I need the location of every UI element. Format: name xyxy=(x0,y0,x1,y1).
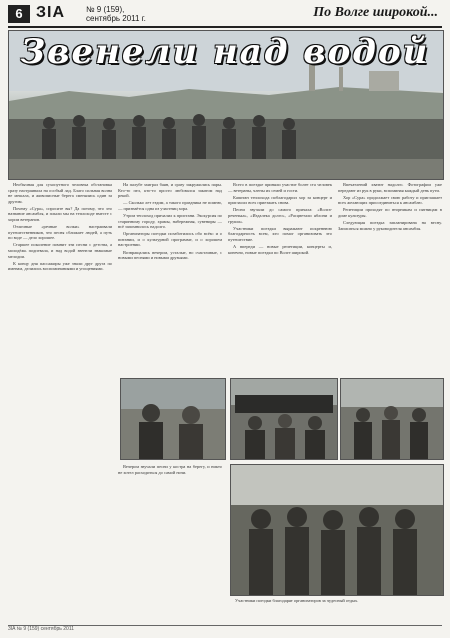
article-paragraph: Возвращались вечером, усталые, но счастливые, с новыми песнями и новыми друзьями. xyxy=(118,249,222,261)
article-paragraph: Впечатлений хватит надолго. Фотографии уже передают из рук в руки, вспоминая каждый день пути. xyxy=(338,182,442,193)
article-headline: Звенели над водой xyxy=(20,32,430,72)
section-title: По Волге широкой... xyxy=(313,5,438,20)
article-paragraph: А впереди — новые репетиции, концерты и, конечно, новые поездки по Волге широкой. xyxy=(228,243,332,255)
photo-choir-scene xyxy=(231,465,443,595)
photo-passengers xyxy=(120,378,226,460)
article-paragraph: Отличные «речные волки» настраивали путешественников, что песня сближает людей, а путь по воде — дело хорошее. xyxy=(8,224,112,241)
article-paragraph: Хор «Сура» продолжает свою работу и приглашает всех желающих присоединиться к ансамблю. xyxy=(338,194,442,206)
photo-musicians-scene xyxy=(231,379,337,459)
article-paragraph: Организаторы поездки позаботились обо всём: и о питании, и о культурной программе, и о хорошем настроении. xyxy=(118,231,222,248)
photo-choir xyxy=(230,464,444,596)
issue-number: № 9 (159), xyxy=(86,5,125,14)
photo-group-scene xyxy=(341,379,443,459)
article-column-4 xyxy=(338,182,442,372)
article-paragraph: Репетиции проходят по вторникам и пятницам в доме культуры. xyxy=(338,207,442,218)
article-paragraph: Следующая поездка запланирована на весну. Записаться можно у руководителя ансамбля. xyxy=(338,220,442,231)
photo-caption-mid xyxy=(118,464,222,626)
photo-caption-right xyxy=(230,598,442,626)
photo-musicians xyxy=(230,378,338,460)
article-paragraph: Почему «Сура», спросите вы? Да потому, что это название ансамбля, и плыли мы на теплоходе вместе с хором ветеранов. xyxy=(8,205,112,223)
article-column-3 xyxy=(228,182,332,372)
article-column-2 xyxy=(118,182,222,372)
photo-group xyxy=(340,378,444,460)
article-paragraph: — Сколько лет ездим, а такого праздника не помню, — признаётся одна из участниц хора. xyxy=(118,200,222,211)
issue-date: сентябрь 2011 г. xyxy=(86,14,146,23)
page-footer: 3IA № 9 (159) сентябрь 2011 xyxy=(8,625,442,634)
article-paragraph: К концу дня пассажиры уже знали друг друга по именам, делились воспоминаниями и угощениями. xyxy=(8,260,112,272)
article-paragraph: Песни звучали до самого причала: «Волга-реченька», «Издалека долго», «Расцветали яблони и груши». xyxy=(228,207,332,224)
article-paragraph: Участники поездки выражают искреннюю благодарность всем, кто помог организовать это путешествие. xyxy=(228,225,332,242)
article-paragraph: Всего в поездке приняли участие более ста человек — ветераны, члены их семей и гости. xyxy=(228,182,332,193)
article-paragraph: Необычная для сухопутного человека обстановка сразу настраивала на особый лад. Благо сильная волна не мешала, и живописные берега сменялись один за другим. xyxy=(8,182,112,204)
page-header xyxy=(8,4,442,28)
article-paragraph: Старшее поколение помнит эти песни с детства, а молодёжь подпевала, и над водой звенели знакомые мелодии. xyxy=(8,242,112,259)
article-column-1 xyxy=(8,182,112,626)
article-paragraph: На палубе заиграл баян, и сразу закружились пары. Кто-то пел, кто-то просто любовался закатом над рекой. xyxy=(118,182,222,199)
photo-passengers-scene xyxy=(121,379,225,459)
article-paragraph: Утром теплоход причалил к пристани. Экскурсия по старинному городу, храмы, набережная, сувениры — всё запомнилось надолго. xyxy=(118,212,222,230)
caption-text: Вечером звучали песни у костра на берегу, и никто не хотел расходиться до самой ночи. xyxy=(118,464,222,475)
caption-text: Участники поездки благодарят организаторов за чудесный отдых. xyxy=(235,598,359,603)
article-paragraph: Капитан теплохода поблагодарил хор за концерт и пригласил всех приезжать снова. xyxy=(228,194,332,206)
issue-info xyxy=(86,5,146,23)
newspaper-logo: ЗIА xyxy=(36,4,66,21)
page-number: 6 xyxy=(8,5,30,23)
